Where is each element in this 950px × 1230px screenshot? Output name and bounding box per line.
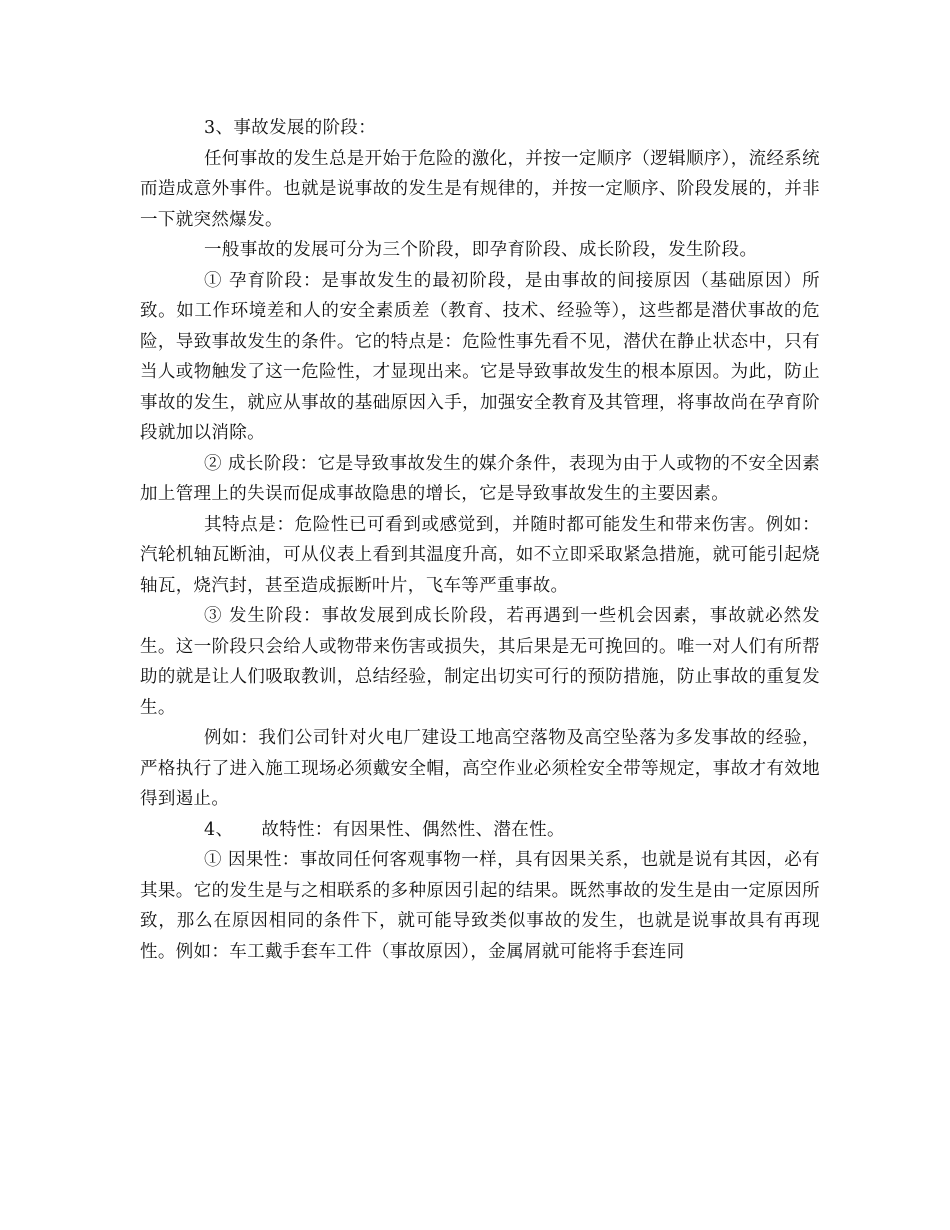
paragraph-stage-3: ③ 发生阶段：事故发展到成长阶段，若再遇到一些机会因素，事故就必然发生。这一阶段只会给人或物带来伤害或损失，其后果是无可挽回的。唯一对人们有所帮助的就是让人们吸取教训，总结经验，制定出切实可行的预防措施，防止事故的重复发生。: [140, 606, 820, 718]
paragraph-example: 例如：我们公司针对火电厂建设工地高空落物及高空坠落为多发事故的经验，严格执行了进入施工现场必须戴安全帽，高空作业必须栓安全带等规定，事故才有效地得到遏止。: [140, 728, 820, 809]
paragraph-intro: 任何事故的发生总是开始于危险的激化，并按一定顺序（逻辑顺序），流经系统而造成意外事件。也就是说事故的发生是有规律的，并按一定顺序、阶段发展的，并非一下就突然爆发。: [140, 148, 820, 230]
section-heading-3: 3、事故发展的阶段：: [204, 118, 377, 138]
paragraph-stage-1: ① 孕育阶段：是事故发生的最初阶段，是由事故的间接原因（基础原因）所致。如工作环境差和人的安全素质差（教育、技术、经验等），这些都是潜伏事故的危险，导致事故发生的条件。它的特点是：危险性事先看不见，潜伏在静止状态中，只有当人或物触发了这一危险性，才显现出来。它是导致事故发生的根本原因。为此，防止事故的发生，就应从事故的基础原因入手，加强安全教育及其管理，将事故尚在孕育阶段就加以消除。: [140, 270, 820, 443]
section-heading-4: [140, 815, 820, 846]
paragraph-stage-2-feature: 其特点是：危险性已可看到或感觉到，并随时都可能发生和带来伤害。例如：汽轮机轴瓦断油，可从仪表上看到其温度升高，如不立即采取紧急措施，就可能引起烧轴瓦，烧汽封，甚至造成振断叶片，飞车等严重事故。: [140, 514, 820, 596]
paragraph-stage-2: ② 成长阶段：它是导致事故发生的媒介条件，表现为由于人或物的不安全因素加上管理上的失误而促成事故隐患的增长，它是导致事故发生的主要因素。: [140, 453, 820, 504]
paragraph-three-stages: 一般事故的发展可分为三个阶段，即孕育阶段、成长阶段，发生阶段。: [204, 240, 758, 260]
paragraph-causality: ① 因果性：事故同任何客观事物一样，具有因果关系，也就是说有其因，必有其果。它的发生是与之相联系的多种原因引起的结果。既然事故的发生是由一定原因所致，那么在原因相同的条件下，就可能导致类似事故的发生，也就是说事故具有再现性。例如：车工戴手套车工件（事故原因），金属屑就可能将手套连同: [140, 850, 820, 962]
section-heading-4-number: 4、: [204, 819, 234, 840]
section-heading-4-text: 故特性：有因果性、偶然性、潜在性。: [261, 819, 565, 840]
document-body: [140, 113, 820, 967]
